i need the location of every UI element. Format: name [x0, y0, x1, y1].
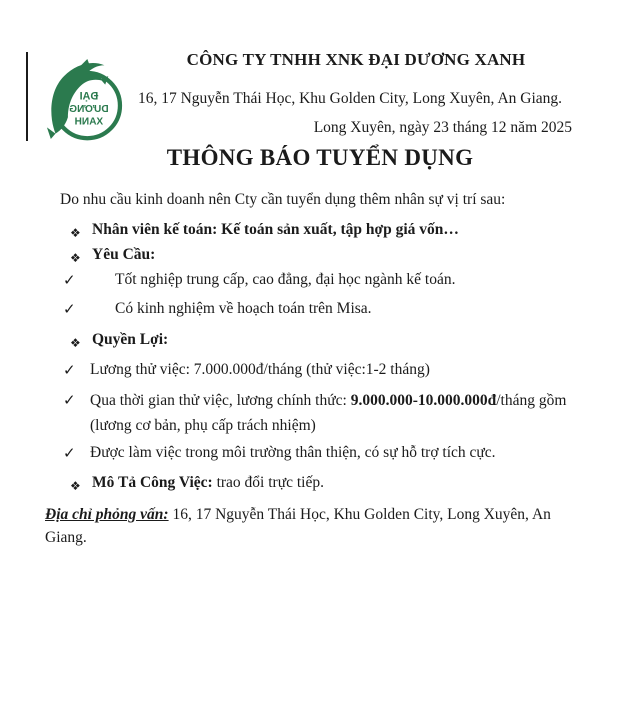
company-logo — [46, 59, 124, 146]
benefit-2-salary: 9.000.000-10.000.000đ — [350, 392, 497, 409]
benefits-heading-text: Quyền Lợi: — [92, 331, 169, 348]
list-item-requirement-1 — [0, 270, 578, 290]
requirement-1-text: Tốt nghiệp trung cấp, cao đẳng, đại học ngành kế toán. — [115, 271, 456, 288]
intro-paragraph: Do nhu cầu kinh doanh nên Cty cần tuyển dụng thêm nhân sự vị trí sau: — [60, 191, 506, 208]
diamond-bullet-icon: ❖ — [70, 479, 81, 493]
diamond-bullet-icon: ❖ — [70, 336, 81, 350]
check-bullet-icon: ✓ — [63, 271, 76, 289]
diamond-bullet-icon: ❖ — [70, 251, 81, 265]
list-item-job-description — [0, 473, 578, 493]
svg-text:ĐẠI: ĐẠI — [79, 90, 99, 103]
requirements-heading-text: Yêu Cầu: — [92, 246, 156, 263]
requirement-2-text: Có kinh nghiệm về hoạch toán trên Misa. — [115, 300, 372, 317]
benefit-2-suffix: /tháng gồm (lương cơ bản, phụ cấp trách nhiệm) — [90, 392, 567, 434]
interview-address-paragraph — [45, 503, 572, 549]
svg-text:DƯƠNG: DƯƠNG — [69, 103, 109, 115]
list-item-benefits-heading — [0, 330, 578, 350]
interview-address-text: 16, 17 Nguyễn Thái Học, Khu Golden City, Long Xuyên, An Giang. — [45, 506, 551, 546]
list-item-benefit-3 — [0, 443, 578, 463]
benefit-2-prefix: Qua thời gian thử việc, lương chính thức: — [90, 392, 351, 409]
check-bullet-icon: ✓ — [63, 444, 76, 462]
svg-text:XANH: XANH — [74, 116, 104, 128]
document-title: THÔNG BÁO TUYỂN DỤNG — [166, 145, 474, 170]
job-desc-text: trao đổi trực tiếp. — [212, 474, 324, 491]
interview-address-label: Địa chỉ phỏng vấn: — [45, 506, 169, 523]
list-item-benefit-1 — [0, 360, 578, 380]
list-item-benefit-2 — [0, 388, 578, 438]
check-bullet-icon: ✓ — [63, 361, 76, 379]
benefit-3-text: Được làm việc trong môi trường thân thiện, có sự hỗ trợ tích cực. — [90, 444, 496, 461]
logo-text — [69, 90, 109, 127]
date-line: Long Xuyên, ngày 23 tháng 12 năm 2025 — [313, 119, 572, 136]
company-name: CÔNG TY TNHH XNK ĐẠI DƯƠNG XANH — [186, 50, 526, 69]
diamond-bullet-icon: ❖ — [70, 226, 81, 240]
list-item-requirements-heading — [0, 245, 578, 265]
position-text: Nhân viên kế toán: Kế toán sản xuất, tập hợp giá vốn… — [92, 221, 459, 238]
company-address: 16, 17 Nguyễn Thái Học, Khu Golden City, Long Xuyên, An Giang. — [137, 90, 563, 107]
job-desc-label: Mô Tả Công Việc: — [92, 474, 213, 491]
check-bullet-icon: ✓ — [63, 300, 76, 318]
list-item-position — [0, 220, 578, 240]
table-border-line — [26, 52, 28, 141]
benefit-1-text: Lương thử việc: 7.000.000đ/tháng (thử việc:1-2 tháng) — [90, 361, 430, 378]
list-item-requirement-2 — [0, 299, 578, 319]
check-bullet-icon: ✓ — [63, 391, 76, 409]
